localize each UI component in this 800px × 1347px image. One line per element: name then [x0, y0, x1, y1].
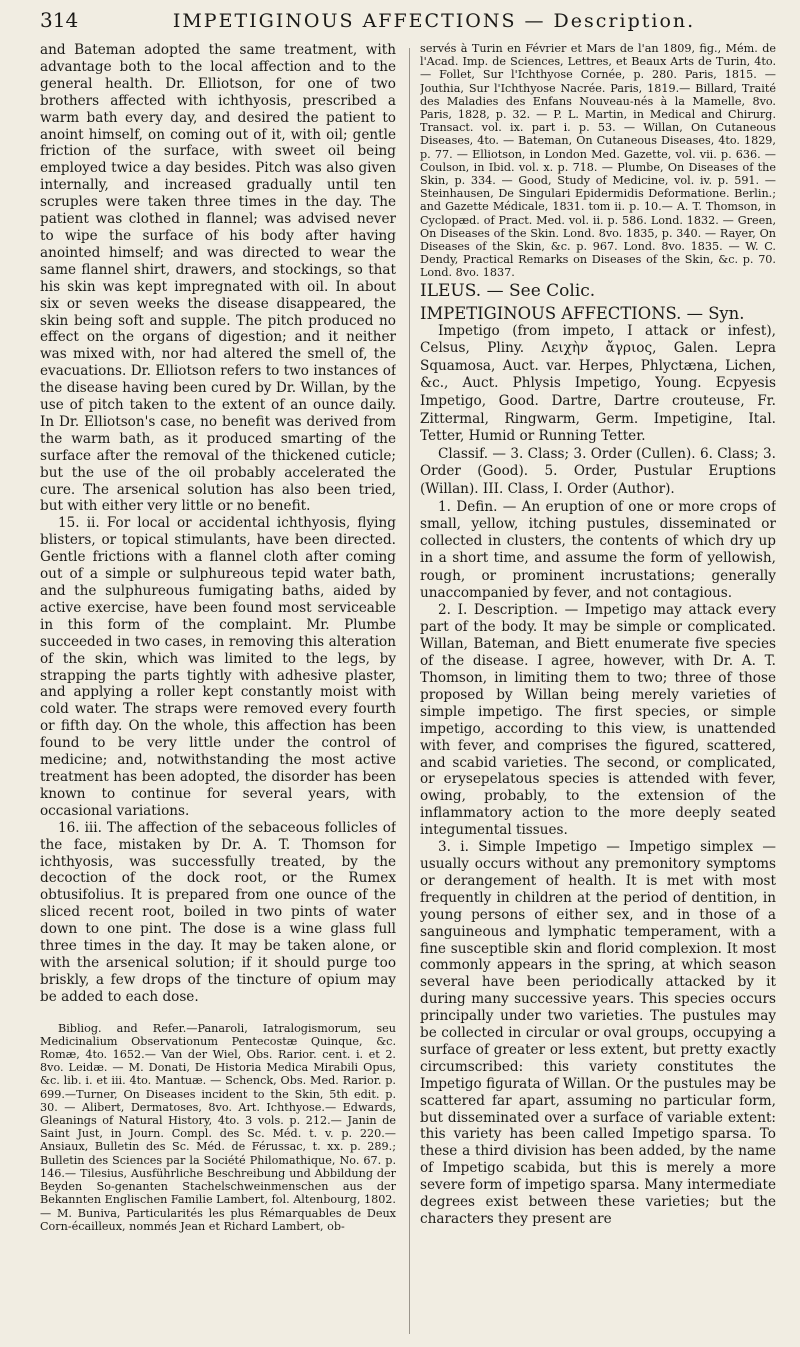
left-column: [40, 42, 396, 1338]
paragraph-sebaceous-follicles: 16. iii. The affection of the sebaceous follicles of the face, mistaken by Dr. A. T. Thomson for ichthyosis, was successfully treated, by the decoction of the dock root, or the Rumex obtusifolius. It is prepared from one ounce of the sliced recent root, boiled in two pints of water down to one pint. The dose is a wine glass full three times in the day. It may be taken alone, or with the arsenical solution; if it should purge too briskly, a few drops of the tincture of opium may be added to each dose.: [40, 819, 396, 1005]
synonyms: Impetigo (from impeto, I attack or infest), Celsus, Pliny. Λειχὴν ἄγριος, Galen. Lepra Squamosa, Auct. var. Herpes, Phlyctæna, Lichen, &c., Auct. Phlysis Impetigo, Young. Ecpyesis Impetigo, Good. Dartre, Dartre crouteuse, Fr. Zittermal, Ringwarm, Germ. Impetigine, Ital. Tetter, Humid or Running Tetter.: [420, 322, 776, 445]
paragraph-description: 2. I. Description. — Impetigo may attack every part of the body. It may be simple or complicated. Willan, Bateman, and Biett enumerate five species of the disease. I agree, however, with Dr. A. T. Thomson, in limiting them to two; three of those proposed by Willan being merely varieties of simple impetigo. The first species, or simple impetigo, according to this view, is unattended with fever, and comprises the figured, scattered, and scabid varieties. The second, or complicated, or erysepelatous species is attended with fever, owing, probably, to the extension of the inflammatory action to the more deeply seated integumental tissues.: [420, 602, 776, 839]
running-title: IMPETIGINOUS AFFECTIONS — Description.: [172, 10, 696, 32]
entry-heading: IMPETIGINOUS AFFECTIONS. — Syn.: [420, 303, 745, 323]
classification: Classif. — 3. Class; 3. Order (Cullen). 6. Class; 3. Order (Good). 5. Order, Pustular Eruptions (Willan). III. Class, I. Order (Author).: [420, 445, 776, 497]
bibliography-references: Bibliog. and Refer.—Panaroli, Iatralogismorum, seu Medicinalium Observationum Pentecostæ Quinque, &c. Romæ, 4to. 1652.— Van der Wiel, Obs. Rarior. cent. i. et 2. 8vo. Leidæ. — M. Donati, De Historia Medica Mirabili Opus, &c. lib. i. et iii. 4to. Mantuæ. — Schenck, Obs. Med. Rarior. p. 699.—Turner, On Diseases incident to the Skin, 5th edit. p. 30. — Alibert, Dermatoses, 8vo. Art. Ichthyose.— Edwards, Gleanings of Natural History, 4to. 3 vols. p. 212.— Janin de Saint Just, in Journ. Compl. des Sc. Méd. t. v. p. 220.— Ansiaux, Bulletin des Sc. Méd. de Férussac, t. xx. p. 289.; Bulletin des Sciences par la Société Philomathique, No. 67. p. 146.— Tilesius, Ausführliche Beschreibung und Abbildung der Beyden So-genanten Stachelschweinmenschen aus der Bekannten Englischen Familie Lambert, fol. Altenbourg, 1802.— M. Buniva, Particularités les plus Rémarquables de Deux Corn-écailleux, nommés Jean et Richard Lambert, ob-: [40, 1021, 396, 1233]
column-divider: [409, 48, 410, 1334]
bibliography-continued: servés à Turin en Février et Mars de l'an 1809, fig., Mém. de l'Acad. Imp. de Sciences, Lettres, et Beaux Arts de Turin, 4to. — Follet, Sur l'Ichthyose Cornée, p. 280. Paris, 1815. — Jouthia, Sur l'Ichthyose Nacrée. Paris, 1819.— Billard, Traité des Maladies des Enfans Nouveau-nés à la Mamelle, 8vo. Paris, 1828, p. 32. — P. L. Martin, in Medical and Chirurg. Transact. vol. ix. part i. p. 53. — Willan, On Cutaneous Diseases, 4to. — Bateman, On Cutaneous Diseases, 4to. 1829, p. 77. — Elliotson, in London Med. Gazette, vol. vii. p. 636. — Coulson, in Ibid. vol. x. p. 718. — Plumbe, On Diseases of the Skin, p. 334. — Good, Study of Medicine, vol. iv. p. 591. — Steinhausen, De Singulari Epidermidis Deformatione. Berlin.; and Gazette Médicale, 1831. tom ii. p. 10.— A. T. Thomson, in Cyclopæd. of Pract. Med. vol. ii. p. 586. Lond. 1832. — Green, On Diseases of the Skin. Lond. 8vo. 1835, p. 340. — Rayer, On Diseases of the Skin, &c. p. 967. Lond. 8vo. 1835. — W. C. Dendy, Practical Remarks on Diseases of the Skin, &c. p. 70. Lond. 8vo. 1837.: [420, 42, 776, 280]
right-column: [420, 42, 776, 1338]
paragraph-elliotson-treatment: and Bateman adopted the same treatment, with advantage both to the local affection and to the general health. Dr. Elliotson, for one of two brothers affected with ichthyosis, prescribed a warm bath every day, and desired the patient to anoint himself, on coming out of it, with oil; gentle friction of the surface, with sweet oil being employed twice a day besides. Pitch was also given internally, and increased gradually until ten scruples were taken three times in the day. The patient was clothed in flannel; was advised never to wipe the surface of his body after having anointed himself; and was directed to wear the same flannel shirt, drawers, and stockings, so that his skin was kept impregnated with oil. In about six or seven weeks the disease disappeared, the skin being soft and supple. The pitch produced no effect on the organs of digestion; and it neither was mixed with, nor had altered the smell of, the evacuations. Dr. Elliotson refers to two instances of the disease having been cured by Dr. Willan, by the use of pitch taken to the extent of an ounce daily. In Dr. Elliotson's case, no benefit was derived from the warm bath, as it produced smarting of the surface after the removal of the thickened cuticle; but the use of the oil probably accelerated the cure. The arsenical solution has also been tried, but with either very little or no benefit.: [40, 42, 396, 515]
paragraph-local-ichthyosis: 15. ii. For local or accidental ichthyosis, flying blisters, or topical stimulants, have been directed. Gentle frictions with a flannel cloth after coming out of a simple or sulphureous tepid water bath, and the sulphureous fumigating baths, aided by active exercise, have been found most serviceable in this form of the complaint. Mr. Plumbe succeeded in two cases, in removing this alteration of the skin, which was limited to the legs, by strapping the parts tightly with adhesive plaster, and applying a roller kept constantly moist with cold water. The straps were removed every fourth or fifth day. On the whole, this affection has been found to be very little under the control of medicine; and, notwithstanding the most active treatment has been adopted, the disorder has been known to continue for several years, with occasional variations.: [40, 515, 396, 819]
cross-reference-ileus: ILEUS. — See Colic.: [420, 280, 596, 301]
page-header: [40, 8, 780, 38]
definition: 1. Defin. — An eruption of one or more crops of small, yellow, itching pustules, disseminated or collected in clusters, the contents of which dry up in a short time, and assume the form of yellowish, rough, or prominent incrustations; generally unaccompanied by fever, and not contagious.: [420, 498, 776, 602]
page-number: 314: [40, 8, 79, 32]
paragraph-simple-impetigo: 3. i. Simple Impetigo — Impetigo simplex — usually occurs without any premonitory symptoms or derangement of health. It is met with most frequently in children at the period of dentition, in young persons of either sex, and in those of a sanguineous and lymphatic temperament, with a fine susceptible skin and florid complexion. It most commonly appears in the spring, at which season several have been periodically attacked by it during many successive years. This species occurs principally under two varieties. The pustules may be collected in circular or oval groups, occupying a surface of greater or less extent, but pretty exactly circumscribed: this variety constitutes the Impetigo figurata of Willan. Or the pustules may be scattered far apart, assuming no particular form, but disseminated over a surface of variable extent: this variety has been called Impetigo sparsa. To these a third division has been added, by the name of Impetigo scabida, but this is merely a more severe form of impetigo sparsa. Many intermediate degrees exist between these varieties; but the characters they present are: [420, 839, 776, 1227]
